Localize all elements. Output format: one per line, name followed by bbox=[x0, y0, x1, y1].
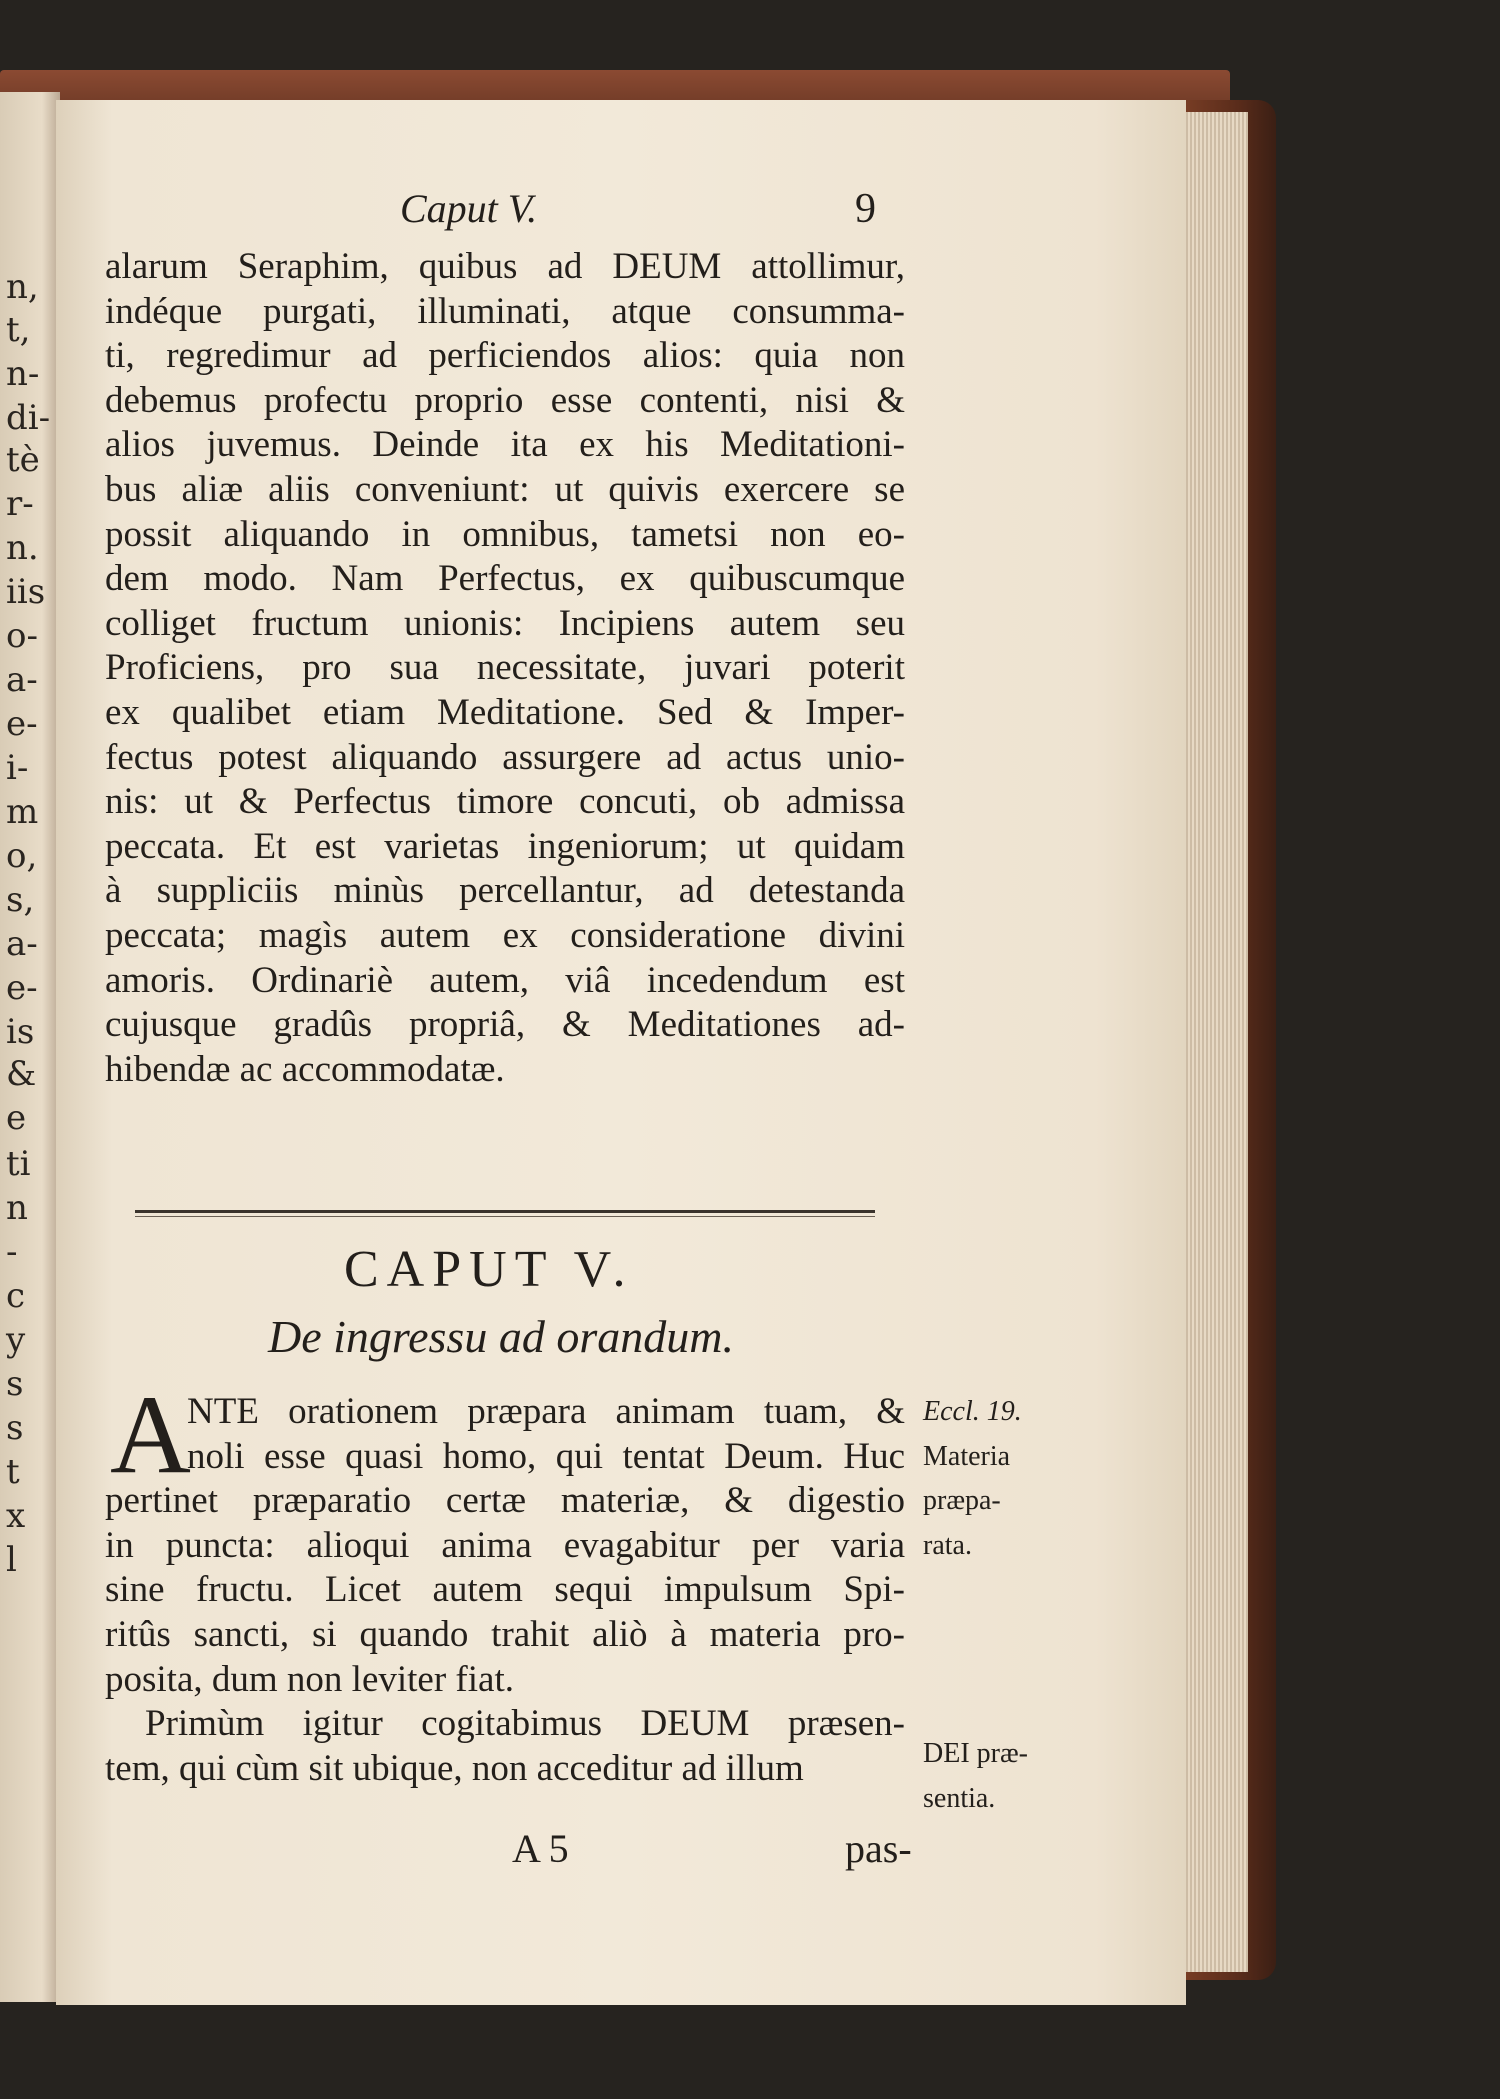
left-page-fragment: r- bbox=[6, 484, 34, 524]
body-line: Proficiens, pro sua necessitate, juvari poterit bbox=[105, 647, 905, 689]
chapter-subtitle: De ingressu ad orandum. bbox=[268, 1311, 734, 1362]
left-page-fragment: l bbox=[6, 1540, 17, 1580]
chapter-body-line: noli esse quasi homo, qui tentat Deum. Huc bbox=[187, 1435, 905, 1477]
chapter-body-text bbox=[105, 1390, 905, 1791]
margin-note: Eccl. 19. bbox=[923, 1396, 1022, 1427]
body-line: cujusque gradûs propriâ, & Meditationes ad- bbox=[105, 1004, 905, 1046]
left-page-fragment: x bbox=[6, 1496, 26, 1536]
chapter-body-line: ritûs sancti, si quando trahit aliò à materia pro- bbox=[105, 1613, 905, 1655]
body-text bbox=[105, 245, 905, 1092]
page-number: 9 bbox=[855, 186, 876, 232]
left-page-fragment: s bbox=[6, 1408, 24, 1448]
left-page-fragment: tè bbox=[6, 440, 40, 480]
margin-note: Materia bbox=[923, 1440, 1011, 1472]
margin-note: DEI præ- bbox=[923, 1738, 1028, 1769]
left-page-fragment: t bbox=[6, 1452, 20, 1492]
divider-rule bbox=[135, 1210, 875, 1213]
drop-cap: A bbox=[110, 1373, 191, 1497]
left-page-fragment: a- bbox=[6, 924, 38, 964]
body-line: ti, regredimur ad perficiendos alios: quia non bbox=[105, 335, 905, 377]
signature-mark: A 5 bbox=[512, 1826, 569, 1871]
chapter-body-line: NTE orationem præpara animam tuam, & bbox=[187, 1391, 905, 1432]
body-line: bus aliæ aliis conveniunt: ut quivis exercere se bbox=[105, 468, 905, 510]
chapter-body-line: Primùm igitur cogitabimus DEUM præsen- bbox=[145, 1703, 905, 1745]
body-line: indéque purgati, illuminati, atque consumma- bbox=[105, 290, 905, 332]
body-line: possit aliquando in omnibus, tametsi non eo- bbox=[105, 513, 905, 555]
left-page-fragment: o- bbox=[6, 616, 38, 656]
body-line: colliget fructum unionis: Incipiens autem seu bbox=[105, 602, 905, 644]
chapter-body-line: sine fructu. Licet autem sequi impulsum Spi- bbox=[105, 1569, 905, 1611]
body-line: ex qualibet etiam Meditatione. Sed & Imper- bbox=[105, 691, 905, 733]
left-page-fragment: n, bbox=[6, 267, 39, 307]
chapter-body-line: pertinet præparatio certæ materiæ, & digestio bbox=[105, 1480, 905, 1522]
left-page bbox=[0, 92, 60, 2002]
divider-rule-thin bbox=[135, 1216, 875, 1217]
running-head: Caput V. bbox=[400, 186, 538, 231]
margin-note: præpa- bbox=[923, 1485, 1001, 1517]
left-page-fragment: e bbox=[6, 1098, 27, 1138]
left-page-fragment: is bbox=[6, 1012, 35, 1052]
left-page-fragment: di- bbox=[6, 398, 51, 438]
left-page-fragment: n bbox=[6, 1188, 28, 1228]
chapter-body-line: in puncta: alioqui anima evagabitur per varia bbox=[105, 1524, 905, 1566]
body-line: alarum Seraphim, quibus ad DEUM attollimur, bbox=[105, 246, 905, 287]
left-page-fragment: ti bbox=[6, 1144, 31, 1184]
body-line: nis: ut & Perfectus timore concuti, ob admissa bbox=[105, 781, 905, 823]
left-page-fragment: iis bbox=[6, 572, 46, 612]
left-page-fragment: n. bbox=[6, 528, 39, 568]
left-page-fragment: e- bbox=[6, 968, 38, 1008]
left-page-fragment: i- bbox=[6, 748, 29, 788]
chapter-body-line: posita, dum non leviter fiat. bbox=[105, 1658, 514, 1700]
left-page-fragment: e- bbox=[6, 704, 38, 744]
catchword: pas- bbox=[845, 1826, 912, 1871]
margin-notes bbox=[923, 1390, 1063, 1568]
left-page-fragment: a- bbox=[6, 660, 38, 700]
body-line: amoris. Ordinariè autem, viâ incedendum est bbox=[105, 959, 905, 1001]
left-page-fragment: t, bbox=[6, 310, 31, 350]
left-page-fragment: c bbox=[6, 1276, 26, 1316]
left-page-fragment: y bbox=[6, 1320, 26, 1360]
body-line: peccata; magìs autem ex consideratione divini bbox=[105, 914, 905, 956]
body-line: hibendæ ac accommodatæ. bbox=[105, 1048, 505, 1090]
body-line: à suppliciis minùs percellantur, ad detestanda bbox=[105, 870, 905, 912]
left-page-fragment: n- bbox=[6, 354, 40, 394]
left-page-fragment: s bbox=[6, 1364, 24, 1404]
left-page-fragment: - bbox=[6, 1232, 18, 1272]
body-line: peccata. Et est varietas ingeniorum; ut quidam bbox=[105, 825, 905, 867]
margin-note: rata. bbox=[923, 1529, 972, 1561]
left-page-fragment: & bbox=[6, 1054, 37, 1094]
body-line: alios juvemus. Deinde ita ex his Meditationi- bbox=[105, 424, 905, 466]
body-line: dem modo. Nam Perfectus, ex quibuscumque bbox=[105, 558, 905, 600]
body-line: debemus profectu proprio esse contenti, nisi & bbox=[105, 379, 905, 421]
margin-notes-2 bbox=[923, 1732, 1028, 1821]
chapter-title: CAPUT V. bbox=[344, 1241, 634, 1298]
left-page-fragment: s, bbox=[6, 880, 35, 920]
body-line: fectus potest aliquando assurgere ad actus unio- bbox=[105, 736, 905, 778]
left-page-fragment: o, bbox=[6, 836, 38, 876]
left-page-fragment: m bbox=[6, 792, 39, 832]
margin-note: sentia. bbox=[923, 1782, 996, 1814]
chapter-body-line: tem, qui cùm sit ubique, non acceditur ad illum bbox=[105, 1747, 804, 1789]
